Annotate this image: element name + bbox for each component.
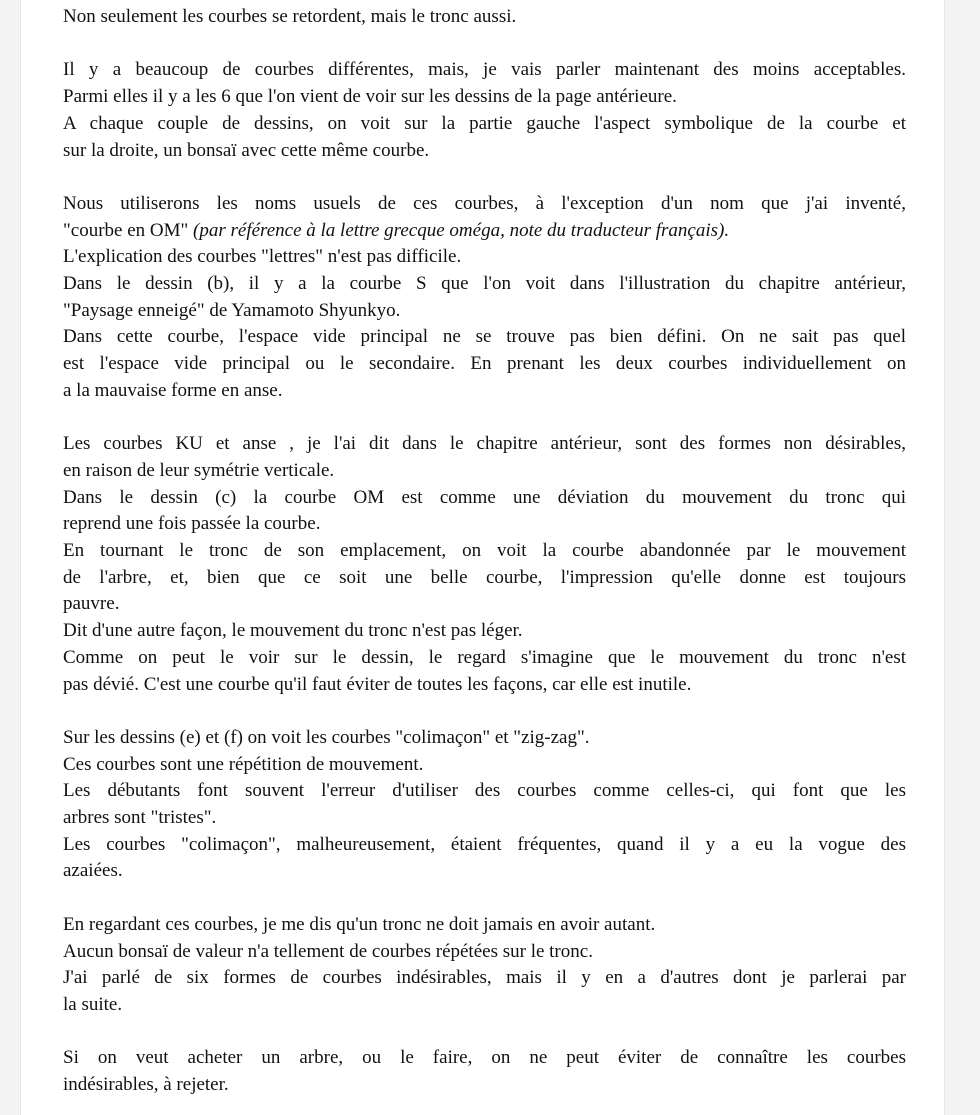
text-line: Dit d'une autre façon, le mouvement du tronc n'est pas léger.	[63, 620, 523, 642]
paragraph-6	[63, 912, 906, 1019]
text-line-mixed	[63, 218, 906, 245]
paragraph-3	[63, 191, 906, 405]
text-span: "courbe en OM"	[63, 219, 189, 241]
text-line: J'ai parlé de six formes de courbes indésirables, mais il y en a d'autres dont je parlerai par	[63, 967, 906, 989]
text-line: Ces courbes sont une répétition de mouvement.	[63, 753, 424, 775]
text-line: Parmi elles il y a les 6 que l'on vient de voir sur les dessins de la page antérieure.	[63, 86, 677, 108]
text-line: sur la droite, un bonsaï avec cette même courbe.	[63, 139, 430, 161]
text-line: reprend une fois passée la courbe.	[63, 513, 321, 535]
paragraph-1	[63, 4, 906, 31]
text-line: a la mauvaise forme en anse.	[63, 379, 283, 401]
text-line: Non seulement les courbes se retordent, mais le tronc aussi.	[63, 6, 517, 27]
text-line: Nous utiliserons les noms usuels de ces courbes, à l'exception d'un nom que j'ai inventé,	[63, 192, 906, 214]
translator-note: (par référence à la lettre grecque oméga, note du traducteur français).	[193, 219, 730, 241]
paragraph-4	[63, 431, 906, 698]
text-line: L'explication des courbes "lettres" n'est pas difficile.	[63, 246, 462, 268]
text-line: en raison de leur symétrie verticale.	[63, 459, 335, 481]
text-line: indésirables, à rejeter.	[63, 1074, 229, 1096]
paragraph-2	[63, 57, 906, 164]
text-line: A chaque couple de dessins, on voit sur la partie gauche l'aspect symbolique de la courbe et	[63, 112, 906, 134]
paragraph-5	[63, 725, 906, 885]
text-line: azaiées.	[63, 860, 123, 882]
text-line: En tournant le tronc de son emplacement, on voit la courbe abandonnée par le mouvement	[63, 540, 906, 562]
paragraph-7	[63, 1045, 906, 1098]
text-line: Il y a beaucoup de courbes différentes, mais, je vais parler maintenant des moins acceptables.	[63, 59, 906, 81]
text-line: Les débutants font souvent l'erreur d'utiliser des courbes comme celles-ci, qui font que les	[63, 780, 906, 802]
text-line: est l'espace vide principal ou le secondaire. En prenant les deux courbes individuellement on	[63, 353, 906, 375]
text-line: "Paysage enneigé" de Yamamoto Shyunkyo.	[63, 299, 401, 321]
text-line: Si on veut acheter un arbre, ou le faire, on ne peut éviter de connaître les courbes	[63, 1047, 906, 1069]
text-line: Dans le dessin (c) la courbe OM est comme une déviation du mouvement du tronc qui	[63, 486, 906, 508]
text-line: Comme on peut le voir sur le dessin, le regard s'imagine que le mouvement du tronc n'est	[63, 646, 906, 668]
text-line: Les courbes KU et anse , je l'ai dit dans le chapitre antérieur, sont des formes non désirables,	[63, 433, 906, 455]
text-line: de l'arbre, et, bien que ce soit une belle courbe, l'impression qu'elle donne est toujours	[63, 566, 906, 588]
text-line: Dans le dessin (b), il y a la courbe S que l'on voit dans l'illustration du chapitre antérieur,	[63, 273, 906, 294]
document-page	[20, 0, 945, 1115]
text-line: la suite.	[63, 993, 123, 1015]
text-line: Les courbes "colimaçon", malheureusement, étaient fréquentes, quand il y a eu la vogue des	[63, 833, 906, 855]
text-line: Dans cette courbe, l'espace vide principal ne se trouve pas bien défini. On ne sait pas quel	[63, 326, 906, 348]
text-line: Aucun bonsaï de valeur n'a tellement de courbes répétées sur le tronc.	[63, 940, 593, 962]
text-line: En regardant ces courbes, je me dis qu'un tronc ne doit jamais en avoir autant.	[63, 913, 656, 935]
text-line: arbres sont "tristes".	[63, 807, 217, 829]
text-line: pas dévié. C'est une courbe qu'il faut éviter de toutes les façons, car elle est inutile.	[63, 673, 692, 695]
text-line: Sur les dessins (e) et (f) on voit les courbes "colimaçon" et "zig-zag".	[63, 726, 590, 748]
text-line: pauvre.	[63, 593, 120, 615]
